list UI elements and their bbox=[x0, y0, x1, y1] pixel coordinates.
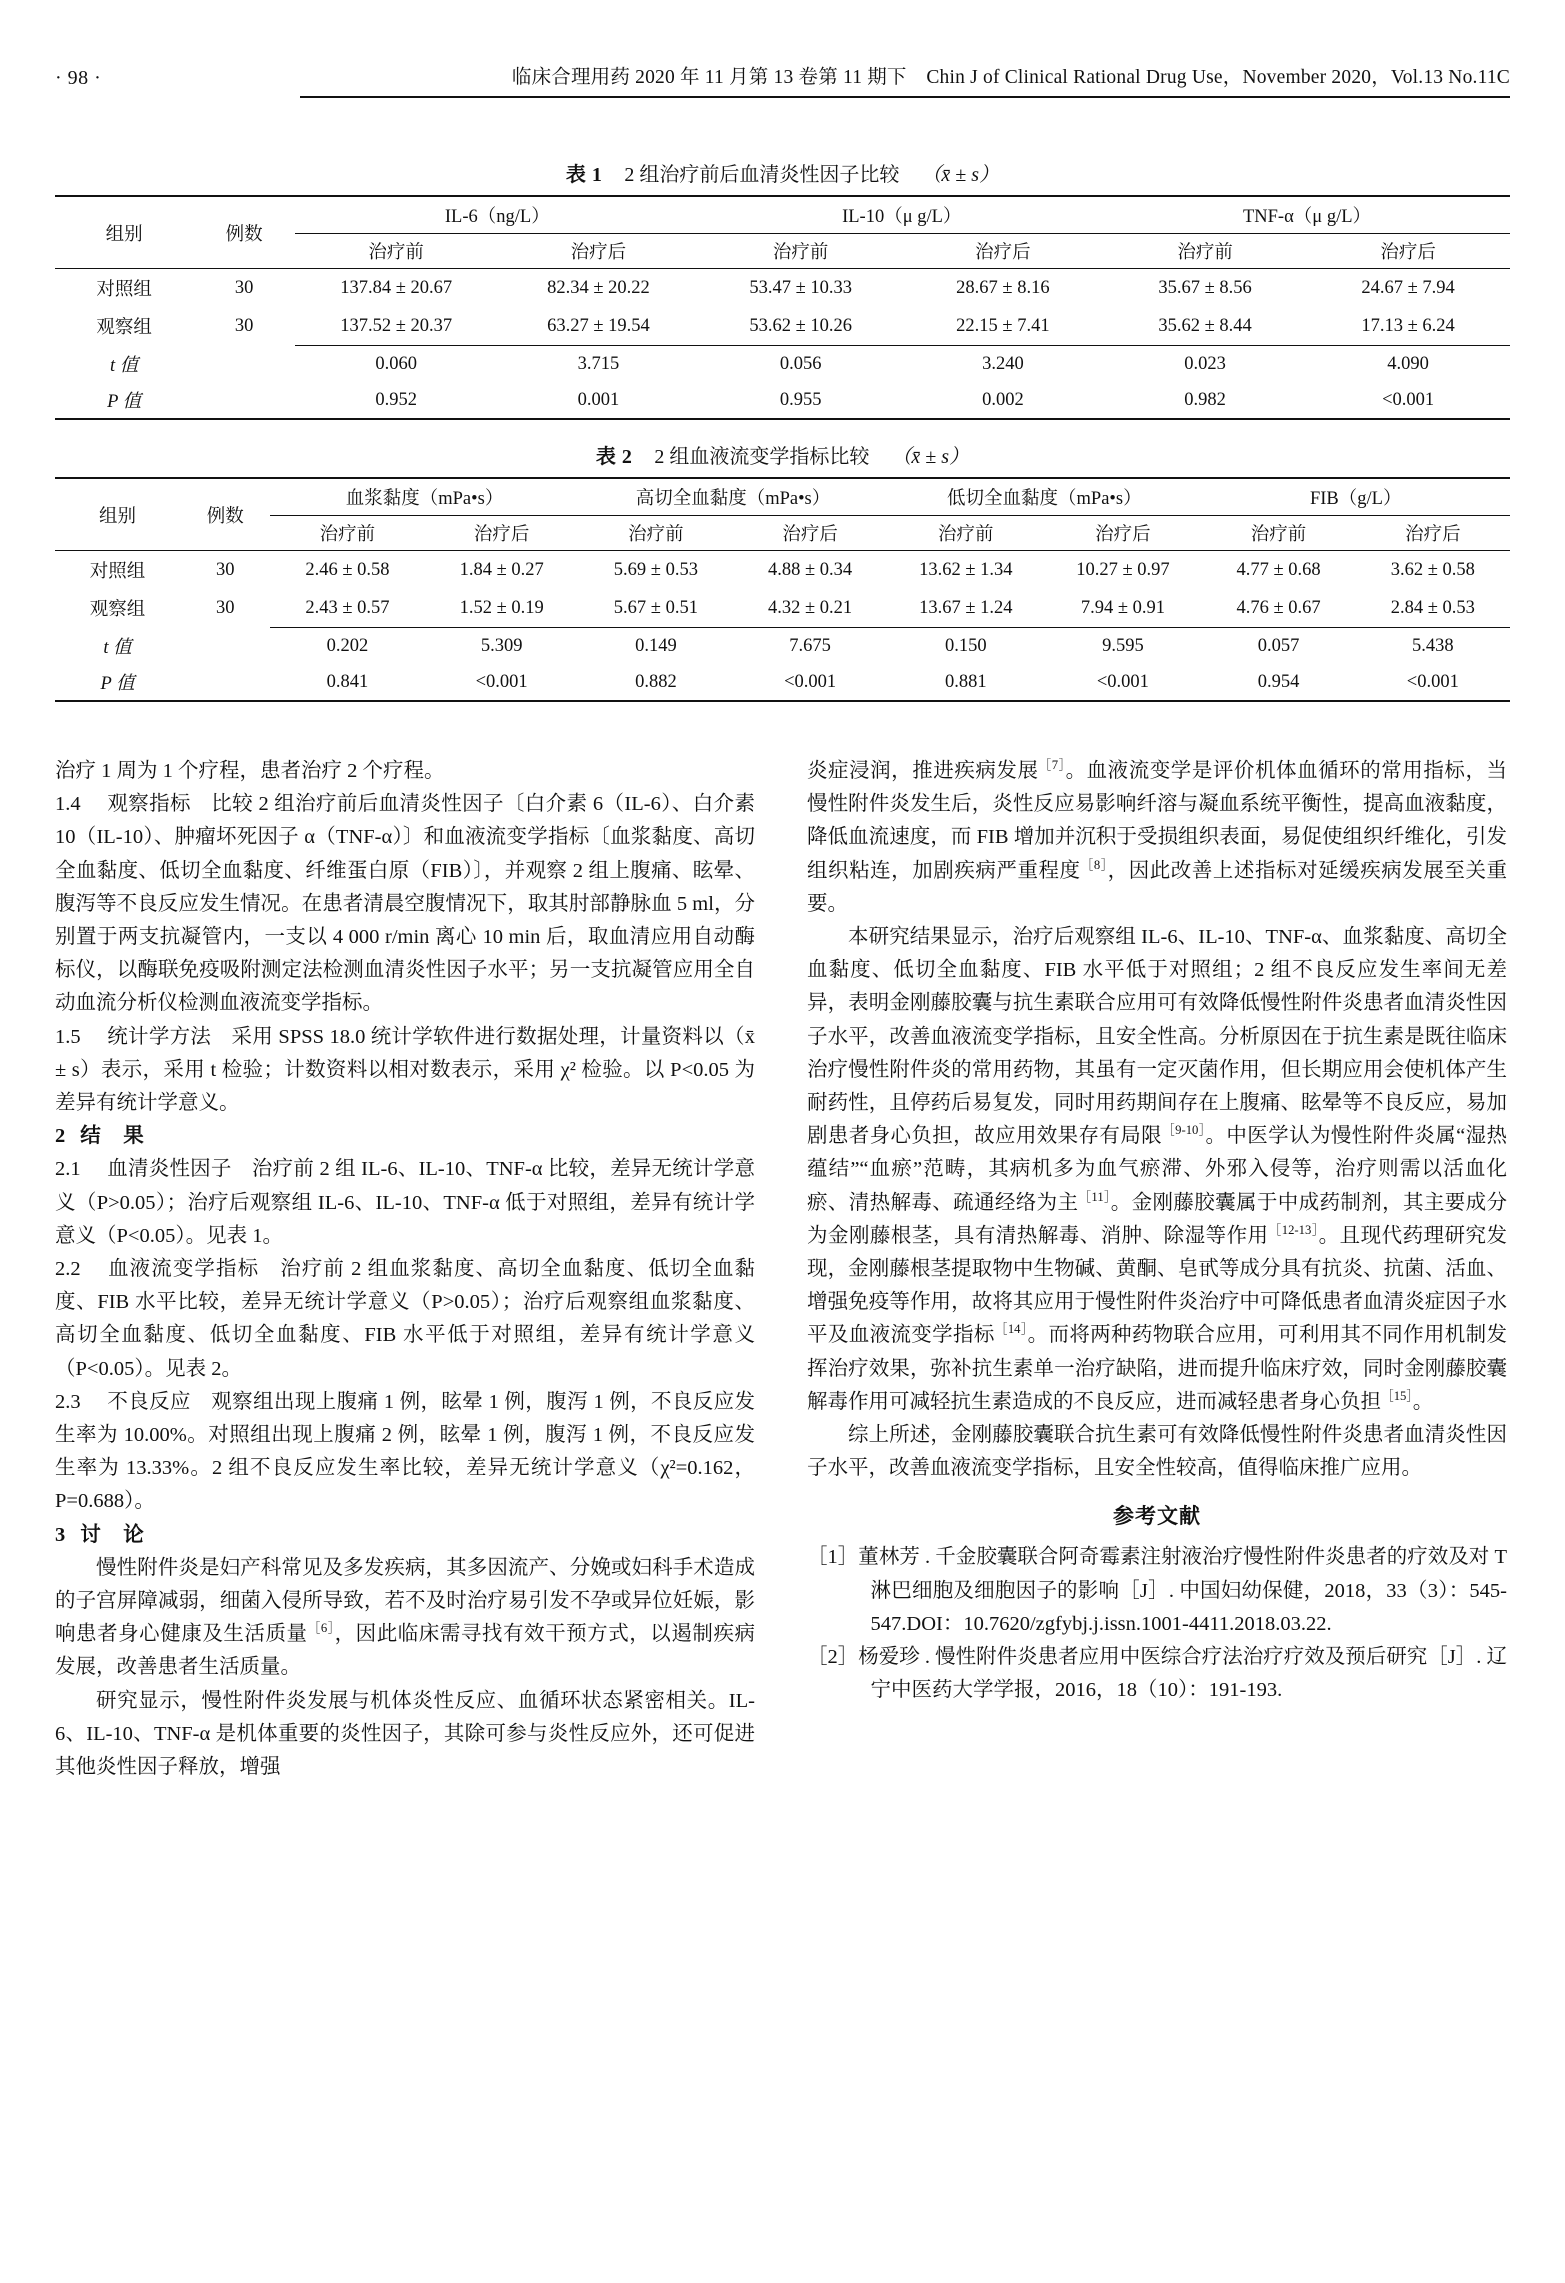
table-1-t-label: t 值 bbox=[109, 355, 139, 376]
running-title: 临床合理用药 2020 年 11 月第 13 卷第 11 期下 Chin J of Clinical Rational Drug Use，November 2020，Vol.13 No.11C bbox=[511, 67, 1510, 88]
body-columns bbox=[55, 755, 1510, 1784]
table-2-subhead-5: 治疗后 bbox=[1095, 525, 1151, 545]
table-2-row-0-v1: 1.84 ± 0.27 bbox=[425, 551, 579, 590]
table-2-subhead-0: 治疗前 bbox=[319, 525, 376, 545]
section-1-5-number: 1.5 bbox=[55, 1025, 81, 1048]
table-2-p-7: <0.001 bbox=[1356, 664, 1510, 701]
discussion-para-1-text: 慢性附件炎是妇产科常见及多发疾病，其多因流产、分娩或妇科手术造成的子宫屏障减弱，细菌入侵所导致，若不及时治疗易引发不孕或异位妊娠，影响患者身心健康及生活质量 bbox=[55, 1556, 755, 1646]
table-1-row-1-name: 观察组 bbox=[96, 318, 152, 339]
table-1 bbox=[55, 195, 1510, 420]
right-para-1 bbox=[807, 755, 1507, 921]
section-2-3-number: 2.3 bbox=[55, 1390, 81, 1413]
table-1-subhead-5: 治疗后 bbox=[1380, 243, 1436, 263]
right-para-2-end: 。 bbox=[1412, 1390, 1434, 1413]
section-1-4-number: 1.4 bbox=[55, 793, 81, 816]
table-2-subhead-1: 治疗后 bbox=[473, 525, 530, 545]
table-2-col-group: 组别 bbox=[55, 478, 180, 551]
table-2-block bbox=[55, 440, 1510, 702]
table-1-p-label: P 值 bbox=[55, 382, 193, 419]
section-2-2-body: 治疗前 2 组血浆黏度、高切全血黏度、低切全血黏度、FIB 水平比较，差异无统计学意义（P>0.05）；治疗后观察组血浆黏度、高切全血黏度、低切全血黏度、FIB 水平低于对照组，差异有统计学意义（P<0.05）。见表 2。 bbox=[55, 1258, 756, 1380]
table-1-row-1-v1: 63.27 ± 19.54 bbox=[547, 315, 650, 336]
table-1-subhead-1: 治疗后 bbox=[570, 243, 627, 263]
table-1-row-1-v0: 137.52 ± 20.37 bbox=[340, 315, 453, 336]
table-2-p-4: 0.881 bbox=[887, 664, 1044, 701]
table-1-row-1-v3: 22.15 ± 7.41 bbox=[956, 315, 1050, 336]
ref-marker-8: ［8］ bbox=[1080, 857, 1108, 872]
section-1-5-body: 采用 SPSS 18.0 统计学软件进行数据处理，计量资料以（x̄ ± s）表示，采用 t 检验；计数资料以相对数表示，采用 χ² 检验。以 P<0.05 为差异有统计学意义。 bbox=[55, 1025, 756, 1115]
table-1-row-1-n: 30 bbox=[234, 315, 254, 336]
table-2-sub-header bbox=[55, 516, 1510, 551]
table-2-t-0: 0.202 bbox=[270, 628, 424, 665]
table-2-row-0-v3: 4.88 ± 0.34 bbox=[733, 551, 887, 590]
table-2-p-0: 0.841 bbox=[270, 664, 424, 701]
table-2-row-1-name: 观察组 bbox=[89, 600, 146, 621]
table-1-p-4: 0.982 bbox=[1104, 382, 1306, 419]
section-2-number: 2 bbox=[55, 1125, 67, 1148]
table-2-row-1-n: 30 bbox=[215, 597, 235, 618]
table-2-subhead-6: 治疗前 bbox=[1250, 525, 1307, 545]
section-3-number: 3 bbox=[55, 1523, 67, 1546]
ref-marker-15: ［15］ bbox=[1381, 1389, 1413, 1404]
section-2-1 bbox=[55, 1153, 755, 1253]
table-2-row-1-v5: 7.94 ± 0.91 bbox=[1080, 597, 1165, 618]
table-2-subhead-3: 治疗后 bbox=[782, 525, 838, 545]
section-2-3 bbox=[55, 1386, 755, 1519]
section-2-heading bbox=[55, 1120, 755, 1153]
table-1-statnote: （x̄ ± s） bbox=[921, 164, 1000, 186]
table-2-subhead-7: 治疗后 bbox=[1405, 525, 1461, 545]
table-2-row-1-v3: 4.32 ± 0.21 bbox=[768, 597, 853, 618]
table-1-label: 表 1 bbox=[565, 164, 603, 186]
right-para-2-tail: 。而将两种药物联合应用，可利用其不同作用机制发挥治疗效果，弥补抗生素单一治疗缺陷，进而提升临床疗效，同时金刚藤胶囊解毒作用可减轻抗生素造成的不良反应，进而减轻患者身心负担 bbox=[807, 1324, 1508, 1413]
table-1-subhead-2: 治疗前 bbox=[772, 243, 829, 263]
ref-marker-11: ［11］ bbox=[1078, 1189, 1111, 1204]
table-1-caption: 2 组治疗前后血清炎性因子比较 bbox=[624, 164, 900, 186]
right-column bbox=[807, 755, 1507, 1784]
section-3-title: 讨 论 bbox=[80, 1523, 145, 1546]
table-2-row-1-v7: 2.84 ± 0.53 bbox=[1390, 597, 1475, 618]
para-treatment-course: 治疗 1 周为 1 个疗程，患者治疗 2 个疗程。 bbox=[55, 760, 445, 782]
table-1-row-1-v4: 35.62 ± 8.44 bbox=[1158, 315, 1252, 336]
table-1-p-3: 0.002 bbox=[902, 382, 1104, 419]
section-1-5 bbox=[55, 1021, 755, 1121]
reference-item: ［1］董林芳 . 千金胶囊联合阿奇霉素注射液治疗慢性附件炎患者的疗效及对 T 淋巴细胞及细胞因子的影响［J］. 中国妇幼保健，2018，33（3）：545-547.DOI：10.7620/zgfybj.j.issn.1001-4411.2018.03.22. bbox=[807, 1546, 1507, 1635]
table-2-p-5: <0.001 bbox=[1044, 664, 1201, 701]
table-1-title bbox=[55, 158, 1510, 187]
table-2-row-1-v6: 4.76 ± 0.67 bbox=[1236, 597, 1321, 618]
table-1-group-0: IL-6（ng/L） bbox=[295, 196, 699, 234]
table-1-p-row bbox=[55, 382, 1510, 419]
table-2-row-1-v1: 1.52 ± 0.19 bbox=[459, 597, 544, 618]
table-2-col-n: 例数 bbox=[180, 478, 270, 551]
section-2-2-number: 2.2 bbox=[55, 1258, 81, 1281]
table-2-group-header bbox=[55, 478, 1510, 516]
table-2-t-4: 0.150 bbox=[887, 628, 1044, 665]
discussion-para-2: 研究显示，慢性附件炎发展与机体炎性反应、血循环状态紧密相关。IL-6、IL-10、TNF-α 是机体重要的炎性因子，其除可参与炎性反应外，还可促进其他炎性因子释放，增强 bbox=[55, 1689, 755, 1779]
table-2-p-1: <0.001 bbox=[425, 664, 579, 701]
right-para-1-head: 炎症浸润，推进疾病发展 bbox=[807, 760, 1039, 782]
references-heading: 参考文献 bbox=[1113, 1504, 1201, 1529]
table-1-row-0-v3: 28.67 ± 8.16 bbox=[902, 269, 1104, 308]
discussion-para-1 bbox=[55, 1552, 755, 1685]
section-2-1-number: 2.1 bbox=[55, 1158, 81, 1181]
table-2-row-1-v0: 2.43 ± 0.57 bbox=[305, 597, 390, 618]
section-2-title: 结 果 bbox=[80, 1125, 145, 1148]
section-2-3-title: 不良反应 bbox=[107, 1390, 191, 1413]
table-1-p-5: <0.001 bbox=[1306, 382, 1510, 419]
table-2-group-1: 高切全血黏度（mPa•s） bbox=[579, 478, 887, 516]
right-para-2-mid2: 。金刚藤胶囊属于中成药制剂，其主要成分为金刚藤根茎，具有清热解毒、消肿、除湿等作用 bbox=[807, 1191, 1507, 1247]
table-2-t-7: 5.438 bbox=[1356, 628, 1510, 665]
ref-marker-9-10: ［9-10］ bbox=[1162, 1123, 1206, 1138]
table-2-t-2: 0.149 bbox=[579, 628, 733, 665]
table-1-row-0-v0: 137.84 ± 20.67 bbox=[295, 269, 497, 308]
table-1-group-1: IL-10（μ g/L） bbox=[700, 196, 1104, 234]
table-2-p-6: 0.954 bbox=[1201, 664, 1355, 701]
table-2-t-1: 5.309 bbox=[425, 628, 579, 665]
right-para-2-mid3: 。且现代药理研究发现，金刚藤根茎提取物中生物碱、黄酮、皂甙等成分具有抗炎、抗菌、活血、增强免疫等作用，故将其应用于慢性附件炎治疗中可降低患者血清炎症因子水平及血液流变学指标 bbox=[807, 1224, 1507, 1347]
table-2-subhead-2: 治疗前 bbox=[628, 525, 684, 545]
table-1-t-row bbox=[55, 346, 1510, 383]
table-1-t-3: 3.240 bbox=[902, 346, 1104, 383]
section-1-4 bbox=[55, 788, 755, 1020]
table-2-group-2: 低切全血黏度（mPa•s） bbox=[887, 478, 1201, 516]
table-1-t-4: 0.023 bbox=[1104, 346, 1306, 383]
ref-marker-7: ［7］ bbox=[1038, 758, 1066, 773]
section-1-4-body: 比较 2 组治疗前后血清炎性因子〔白介素 6（IL-6）、白介素 10（IL-10）、肿瘤坏死因子 α（TNF-α）〕和血液流变学指标〔血浆黏度、高切全血黏度、低切全血黏度、纤维蛋白原（FIB）〕，并观察 2 组上腹痛、眩晕、腹泻等不良反应发生情况。在患者清晨空腹情况下，取其肘部静脉血 5 ml，分别置于两支抗凝管内，一支以 4 000 r/min 离心 10 min 后，取血清应用自动酶标仪，以酶联免疫吸附测定法检测血清炎性因子水平；另一支抗凝管应用全自动血流分析仪检测血液流变学指标。 bbox=[55, 793, 755, 1015]
running-head bbox=[55, 52, 1510, 92]
table-1-subhead-3: 治疗后 bbox=[975, 243, 1031, 263]
table-2-title bbox=[55, 440, 1510, 469]
table-1-group-2: TNF-α（μ g/L） bbox=[1104, 196, 1510, 234]
right-para-1-body: 。血液流变学是评价机体血循环的常用指标，当慢性附件炎发生后，炎性反应易影响纤溶与凝血系统平衡性，提高血液黏度，降低血流速度，而 FIB 增加并沉积于受损组织表面，易促使组织纤维化，引发组织粘连，加剧疾病严重程度 bbox=[807, 760, 1507, 882]
table-2-t-row bbox=[55, 628, 1510, 665]
right-para-2 bbox=[807, 921, 1507, 1419]
table-row bbox=[55, 269, 1510, 308]
table-1-t-blank bbox=[193, 346, 295, 383]
table-2-group-0: 血浆黏度（mPa•s） bbox=[270, 478, 578, 516]
section-2-1-title: 血清炎性因子 bbox=[107, 1158, 232, 1181]
table-1-p-0: 0.952 bbox=[295, 382, 497, 419]
table-1-col-group: 组别 bbox=[55, 196, 193, 269]
section-2-1-body: 治疗前 2 组 IL-6、IL-10、TNF-α 比较，差异无统计学意义（P>0.05）；治疗后观察组 IL-6、IL-10、TNF-α 低于对照组，差异有统计学意义（P<0.05）。见表 1。 bbox=[55, 1158, 755, 1247]
discussion-para-1-tail: ，因此临床需寻找有效干预方式，以遏制疾病发展，改善患者生活质量。 bbox=[55, 1623, 755, 1679]
right-para-1-tail: ，因此改善上述指标对延缓疾病发展至关重要。 bbox=[807, 859, 1507, 915]
table-1-t-1: 3.715 bbox=[497, 346, 699, 383]
table-2-subhead-4: 治疗前 bbox=[938, 525, 994, 545]
table-2-row-0-v5: 10.27 ± 0.97 bbox=[1044, 551, 1201, 590]
right-para-2-mid: 。中医学认为慢性附件炎属“湿热蕴结”“血瘀”范畴，其病机多为血气瘀滞、外邪入侵等，治疗则需以活血化瘀、清热解毒、疏通经络为主 bbox=[807, 1125, 1508, 1214]
reference-item: ［2］杨爱珍 . 慢性附件炎患者应用中医综合疗法治疗疗效及预后研究［J］. 辽宁中医药大学学报，2016，18（10）：191-193. bbox=[807, 1646, 1507, 1702]
table-1-t-0: 0.060 bbox=[295, 346, 497, 383]
table-1-row-0-v5: 24.67 ± 7.94 bbox=[1306, 269, 1510, 308]
section-3-heading bbox=[55, 1519, 755, 1552]
section-2-2-title: 血液流变学指标 bbox=[107, 1258, 260, 1281]
table-2-row-0-v7: 3.62 ± 0.58 bbox=[1356, 551, 1510, 590]
table-1-p-blank bbox=[193, 382, 295, 419]
table-2-t-3: 7.675 bbox=[733, 628, 887, 665]
table-2 bbox=[55, 477, 1510, 702]
ref-marker-12-13: ［12-13］ bbox=[1268, 1223, 1319, 1238]
left-column bbox=[55, 755, 755, 1784]
table-1-subhead-0: 治疗前 bbox=[368, 243, 424, 263]
table-2-p-row bbox=[55, 664, 1510, 701]
table-2-t-5: 9.595 bbox=[1044, 628, 1201, 665]
right-para-2-head: 本研究结果显示，治疗后观察组 IL-6、IL-10、TNF-α、血浆黏度、高切全血黏度、低切全血黏度、FIB 水平低于对照组；2 组不良反应发生率间无差异，表明金刚藤胶囊与抗生素联合应用可有效降低慢性附件炎患者血清炎性因子水平，改善血液流变学指标，且安全性高。分析原因在于抗生素是既往临床治疗慢性附件炎的常用药物，其虽有一定灭菌作用，但长期应用会使机体产生耐药性，且停药后易复发，同时用药期间存在上腹痛、眩晕等不良反应，易加剧患者身心负担，故应用效果存有局限 bbox=[807, 926, 1507, 1148]
table-2-row-0-name: 对照组 bbox=[55, 551, 180, 590]
table-1-row-0-v4: 35.67 ± 8.56 bbox=[1104, 269, 1306, 308]
table-2-t-blank bbox=[180, 628, 270, 665]
table-1-col-n: 例数 bbox=[193, 196, 295, 269]
right-para-3: 综上所述，金刚藤胶囊联合抗生素可有效降低慢性附件炎患者血清炎性因子水平，改善血液流变学指标，且安全性较高，值得临床推广应用。 bbox=[807, 1424, 1507, 1480]
table-1-p-2: 0.955 bbox=[700, 382, 902, 419]
table-2-row-1-v2: 5.67 ± 0.51 bbox=[613, 597, 698, 618]
table-1-row-1-v2: 53.62 ± 10.26 bbox=[749, 315, 852, 336]
table-2-p-2: 0.882 bbox=[579, 664, 733, 701]
section-1-5-title: 统计学方法 bbox=[107, 1025, 212, 1048]
table-1-t-5: 4.090 bbox=[1306, 346, 1510, 383]
table-2-row-1-v4: 13.67 ± 1.24 bbox=[919, 597, 1013, 618]
running-head-rule bbox=[300, 96, 1510, 98]
table-2-t-label: t 值 bbox=[103, 637, 132, 658]
section-2-3-body: 观察组出现上腹痛 1 例，眩晕 1 例，腹泻 1 例，不良反应发生率为 10.00%。对照组出现上腹痛 2 例，眩晕 1 例，腹泻 1 例，不良反应发生率为 13.33%。2 组不良反应发生率比较，差异无统计学意义（χ²=0.162，P=0.688）。 bbox=[55, 1390, 756, 1513]
table-1-t-2: 0.056 bbox=[700, 346, 902, 383]
table-2-statnote: （x̄ ± s） bbox=[891, 446, 970, 468]
table-1-p-1: 0.001 bbox=[497, 382, 699, 419]
ref-marker-6: ［6］ bbox=[307, 1621, 335, 1636]
table-2-p-label: P 值 bbox=[55, 664, 180, 701]
table-row bbox=[55, 551, 1510, 590]
page-folio: · 98 · bbox=[55, 67, 102, 89]
ref-marker-14: ［14］ bbox=[994, 1322, 1028, 1337]
table-2-caption: 2 组血液流变学指标比较 bbox=[654, 446, 870, 468]
table-1-subhead-4: 治疗前 bbox=[1177, 243, 1233, 263]
table-2-row-0-v2: 5.69 ± 0.53 bbox=[579, 551, 733, 590]
table-row bbox=[55, 589, 1510, 628]
table-2-p-blank bbox=[180, 664, 270, 701]
table-2-t-6: 0.057 bbox=[1201, 628, 1355, 665]
table-1-row-0-v1: 82.34 ± 20.22 bbox=[497, 269, 699, 308]
table-2-row-0-v6: 4.77 ± 0.68 bbox=[1201, 551, 1355, 590]
table-1-row-0-n: 30 bbox=[193, 269, 295, 308]
table-1-row-0-name: 对照组 bbox=[55, 269, 193, 308]
table-2-p-3: <0.001 bbox=[733, 664, 887, 701]
table-2-group-3: FIB（g/L） bbox=[1201, 478, 1510, 516]
section-2-2 bbox=[55, 1253, 755, 1386]
table-1-row-1-v5: 17.13 ± 6.24 bbox=[1361, 315, 1455, 336]
table-row bbox=[55, 307, 1510, 346]
table-2-row-0-v4: 13.62 ± 1.34 bbox=[887, 551, 1044, 590]
table-2-row-0-v0: 2.46 ± 0.58 bbox=[270, 551, 424, 590]
section-1-4-title: 观察指标 bbox=[107, 793, 191, 816]
table-1-block bbox=[55, 158, 1510, 420]
table-2-label: 表 2 bbox=[595, 446, 633, 468]
table-1-row-0-v2: 53.47 ± 10.33 bbox=[700, 269, 902, 308]
table-1-group-header bbox=[55, 196, 1510, 234]
table-2-row-0-n: 30 bbox=[180, 551, 270, 590]
